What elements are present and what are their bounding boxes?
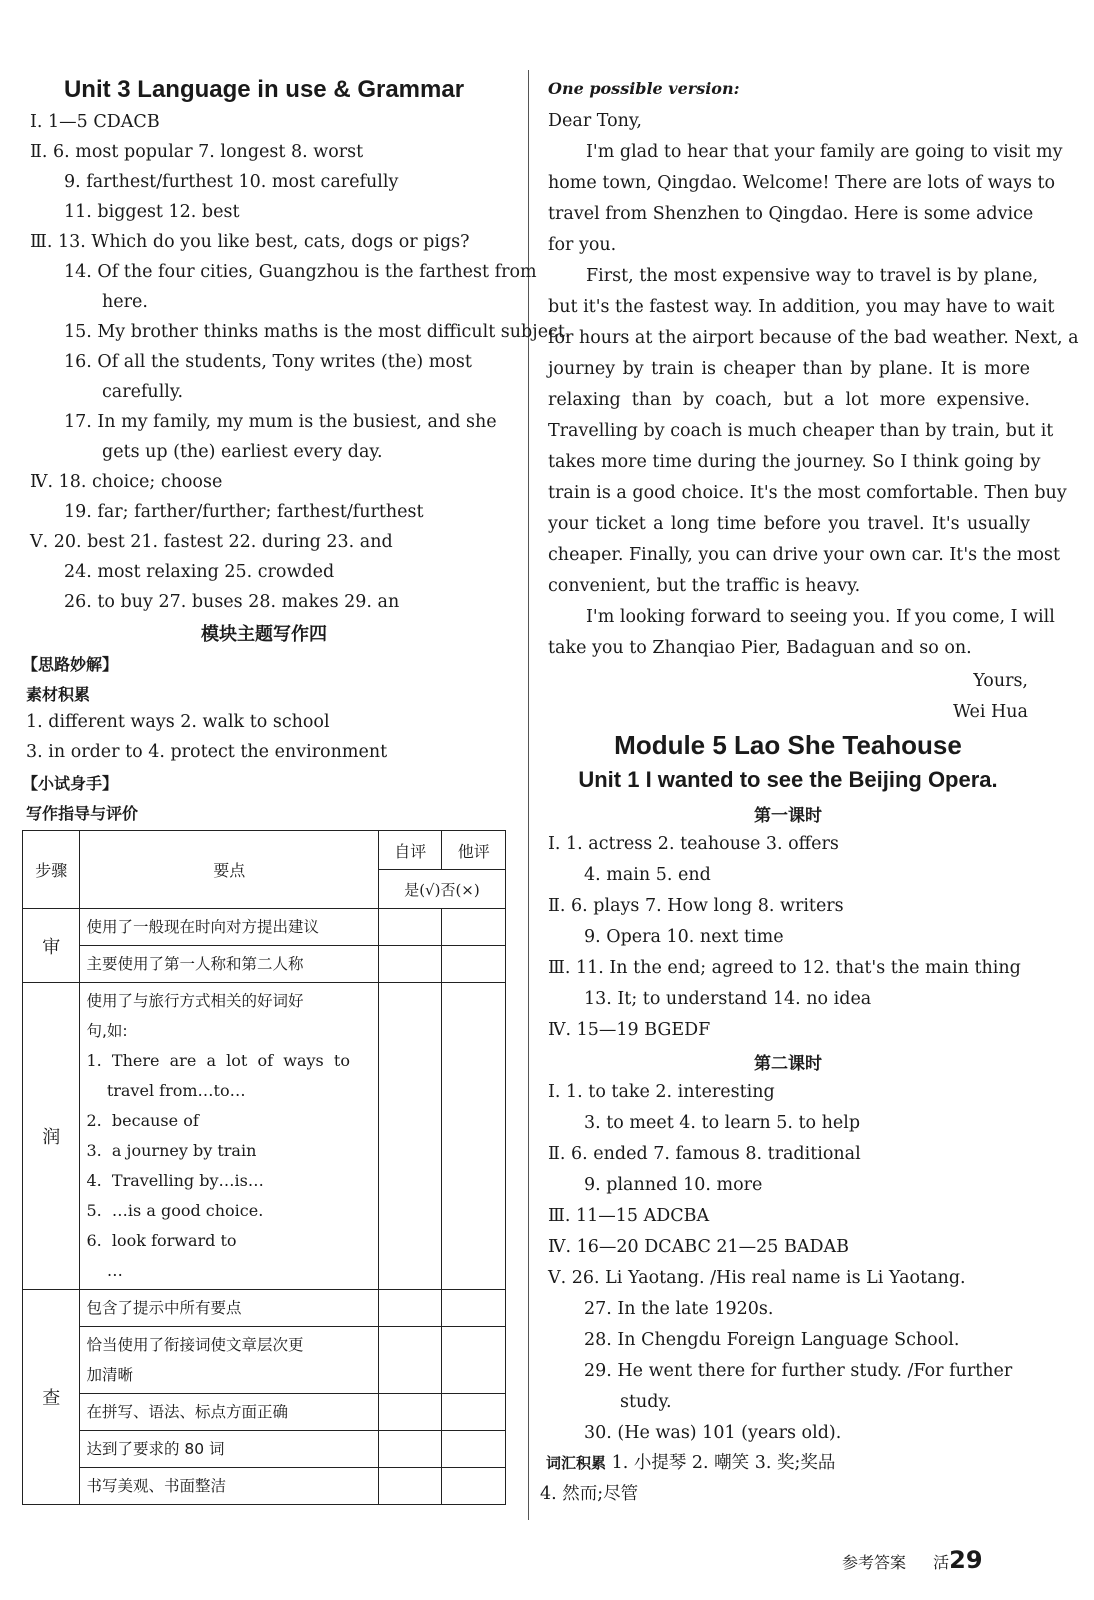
letter-line: I'm glad to hear that your family are going to visit my [586,142,1063,162]
point-cell [80,1290,378,1327]
header-yesno: 是(√)否(×) [378,870,505,909]
table-row [23,909,506,946]
self-eval-cell[interactable] [378,1468,442,1505]
letter-greeting: Dear Tony, [548,111,642,131]
header-peer: 他评 [442,831,506,870]
answer-line: 26. to buy 27. buses 28. makes 29. an [64,592,400,612]
letter-line: take you to Zhanqiao Pier, Badaguan and so on. [548,638,972,658]
self-eval-cell[interactable] [378,1327,442,1394]
answer-line: 15. My brother thinks maths is the most difficult subject. [64,322,571,342]
peer-eval-cell[interactable] [442,1394,506,1431]
peer-eval-cell[interactable] [442,1431,506,1468]
point-cell [80,946,378,983]
answer-line: 4. main 5. end [584,865,711,885]
answer-line: 3. to meet 4. to learn 5. to help [584,1113,861,1133]
unit3-title: Unit 3 Language in use & Grammar [63,76,465,103]
table-row [23,1290,506,1327]
point-cell [80,1468,378,1505]
sign-name: Wei Hua [952,702,1028,722]
step-cell: 审 [23,909,80,983]
letter-line: for you. [548,235,617,255]
point-text: 4. Travelling by…is… [86,1171,264,1190]
module-unit-title: Unit 1 I wanted to see the Beijing Opera. [578,767,998,792]
page-footer [842,1546,983,1574]
letter-line: your ticket a long time before you travel. It's usually [548,514,1030,534]
page-prefix: 活 [933,1553,950,1572]
answer-line: Ⅳ. 16—20 DCABC 21—25 BADAB [548,1237,850,1257]
answer-line: 17. In my family, my mum is the busiest, and she [64,412,497,432]
point-text: … [86,1261,123,1280]
point-text: 3. a journey by train [86,1141,257,1160]
answer-line: Ⅳ. 15—19 BGEDF [548,1020,711,1040]
point-text: 加清晰 [86,1366,133,1384]
point-text: 主要使用了第一人称和第二人称 [86,955,304,973]
guide-label: 写作指导与评价 [26,804,139,823]
version-label: One possible version: [548,79,740,98]
step-cell: 润 [23,983,80,1290]
point-text: 2. because of [86,1111,199,1130]
answer-line: Ⅲ. 11—15 ADCBA [548,1206,710,1226]
letter-line: travel from Shenzhen to Qingdao. Here is some advice [548,204,1034,224]
point-text: 包含了提示中所有要点 [86,1299,242,1317]
material-label: 素材积累 [26,685,91,704]
vocab-line-2: 4. 然而;尽管 [540,1484,639,1504]
point-text: 恰当使用了衔接词使文章层次更 [86,1336,304,1354]
answer-line: Ⅳ. 18. choice; choose [30,472,223,492]
answer-line: carefully. [102,382,184,402]
try-label: 【小试身手】 [22,774,119,793]
answer-line: 19. far; farther/further; farthest/furthest [64,502,424,522]
peer-eval-cell[interactable] [442,1290,506,1327]
table-row [23,1394,506,1431]
answer-line: Ⅰ. 1. actress 2. teahouse 3. offers [548,834,839,854]
letter-line: for hours at the airport because of the bad weather. Next, a [548,328,1079,348]
point-text: travel from…to… [86,1081,246,1100]
letter-line: takes more time during the journey. So I think going by [548,452,1041,472]
point-text: 5. …is a good choice. [86,1201,264,1220]
answer-line: here. [102,292,148,312]
step-cell: 查 [23,1290,80,1505]
point-text: 书写美观、书面整洁 [86,1477,226,1495]
module-title: Module 5 Lao She Teahouse [614,730,962,760]
point-cell [80,909,378,946]
answer-line: 11. biggest 12. best [64,202,240,222]
point-text: 1. There are a lot of ways to [86,1051,350,1070]
answer-line: Ⅴ. 20. best 21. fastest 22. during 23. and [30,532,393,552]
letter-line: train is a good choice. It's the most comfortable. Then buy [548,483,1067,503]
self-eval-cell[interactable] [378,1394,442,1431]
table-row [23,1327,506,1394]
sign-yours: Yours, [973,671,1028,691]
point-text: 达到了要求的 80 词 [86,1440,225,1458]
peer-eval-cell[interactable] [442,909,506,946]
header-points: 要点 [80,831,378,909]
vocab-items-1: 1. 小提琴 2. 嘲笑 3. 奖;奖品 [606,1453,836,1473]
answer-line: Ⅱ. 6. ended 7. famous 8. traditional [548,1144,861,1164]
letter-line: Travelling by coach is much cheaper than by train, but it [548,421,1054,441]
tips-label: 【思路妙解】 [22,655,119,674]
answer-line: 16. Of all the students, Tony writes (the) most [64,352,472,372]
letter-line: First, the most expensive way to travel is by plane, [586,266,1039,286]
section-title: 模块主题写作四 [201,624,327,645]
letter-line: home town, Qingdao. Welcome! There are lots of ways to [548,173,1056,193]
letter-line: relaxing than by coach, but a lot more expensive. [548,390,1030,410]
answer-line: 9. planned 10. more [584,1175,763,1195]
lesson1-title: 第一课时 [754,806,822,826]
answer-line: Ⅰ. 1—5 CDACB [30,112,160,132]
table-row [23,946,506,983]
page-number: 29 [949,1546,983,1574]
self-eval-cell[interactable] [378,909,442,946]
material-line-1: 1. different ways 2. walk to school [26,712,330,732]
answer-line: gets up (the) earliest every day. [102,442,383,462]
table-row [23,1468,506,1505]
answer-line: 29. He went there for further study. /For further [584,1361,1013,1381]
letter-line: I'm looking forward to seeing you. If you come, I will [586,607,1055,627]
material-line-2: 3. in order to 4. protect the environment [26,742,388,762]
letter-line: cheaper. Finally, you can drive your own car. It's the most [548,545,1061,565]
answer-line: 9. Opera 10. next time [584,927,784,947]
self-eval-cell[interactable] [378,1290,442,1327]
lesson2-title: 第二课时 [754,1054,822,1074]
table-row [23,983,506,1290]
point-text: 句,如: [86,1022,128,1040]
answer-line: 30. (He was) 101 (years old). [584,1423,842,1443]
header-step: 步骤 [23,831,80,909]
answer-line: 13. It; to understand 14. no idea [584,989,872,1009]
letter-line: convenient, but the traffic is heavy. [548,576,861,596]
answer-line: Ⅰ. 1. to take 2. interesting [548,1082,775,1102]
column-divider [528,70,529,1520]
answer-line: Ⅱ. 6. most popular 7. longest 8. worst [30,142,364,162]
peer-eval-cell[interactable] [442,983,506,1290]
peer-eval-cell[interactable] [442,946,506,983]
header-self: 自评 [378,831,442,870]
peer-eval-cell[interactable] [442,1468,506,1505]
evaluation-table [22,830,506,1505]
answer-line: 28. In Chengdu Foreign Language School. [584,1330,960,1350]
point-text: 使用了与旅行方式相关的好词好 [86,992,304,1010]
answer-line: study. [620,1392,672,1412]
ref-answer-label: 参考答案 [842,1553,907,1572]
self-eval-cell[interactable] [378,946,442,983]
answer-line: Ⅲ. 13. Which do you like best, cats, dogs or pigs? [30,232,470,252]
point-text: 使用了一般现在时向对方提出建议 [86,918,319,936]
letter-line: journey by train is cheaper than by plane. It is more [548,359,1030,379]
answer-line: Ⅱ. 6. plays 7. How long 8. writers [548,896,844,916]
answer-line: 9. farthest/furthest 10. most carefully [64,172,399,192]
point-text: 在拼写、语法、标点方面正确 [86,1403,288,1421]
point-cell [80,1327,378,1394]
answer-line: 14. Of the four cities, Guangzhou is the farthest from [64,262,537,282]
table-row [23,1431,506,1468]
answer-line: Ⅲ. 11. In the end; agreed to 12. that's the main thing [548,958,1021,978]
point-cell [80,1431,378,1468]
letter-line: but it's the fastest way. In addition, you may have to wait [548,297,1055,317]
peer-eval-cell[interactable] [442,1327,506,1394]
answer-line: 27. In the late 1920s. [584,1299,774,1319]
self-eval-cell[interactable] [378,983,442,1290]
answer-line: Ⅴ. 26. Li Yaotang. /His real name is Li Yaotang. [548,1268,966,1288]
vocab-label: 词汇积累 [546,1454,607,1472]
point-cell [80,1394,378,1431]
point-cell [80,983,378,1290]
self-eval-cell[interactable] [378,1431,442,1468]
point-text: 6. look forward to [86,1231,237,1250]
answer-line: 24. most relaxing 25. crowded [64,562,335,582]
vocab-line-1 [546,1452,835,1474]
